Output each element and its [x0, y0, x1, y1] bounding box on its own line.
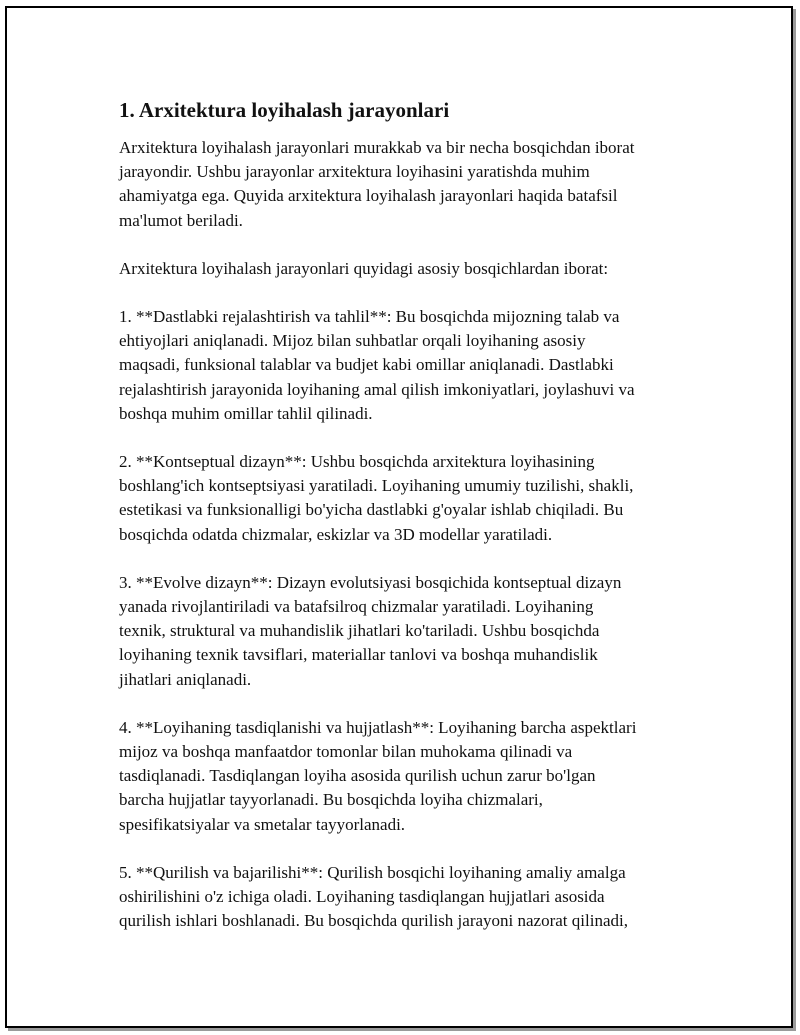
paragraph-intro: Arxitektura loyihalash jarayonlari murakkab va bir necha bosqichdan iborat jarayondir. Ushbu jarayonlar arxitektura loyihasini yaratishda muhim ahamiyatga ega. Quyida arxitektura loyihalash jarayonlari haqida batafsil ma'lumot beriladi.	[119, 138, 635, 230]
paragraph-stage-4: 4. **Loyihaning tasdiqlanishi va hujjatlash**: Loyihaning barcha aspektlari mijoz va boshqa manfaatdor tomonlar bilan muhokama qilinadi va tasdiqlanadi. Tasdiqlangan loyiha asosida qurilish uchun zarur bo'lgan barcha hujjatlar tayyorlanadi. Bu bosqichda loyiha chizmalari, spesifikatsiyalar va smetalar tayyorlanadi.	[119, 717, 637, 834]
document-content	[119, 96, 699, 957]
paragraph-stages-lead: Arxitektura loyihalash jarayonlari quyidagi asosiy bosqichlardan iborat:	[119, 258, 609, 278]
document-title: 1. Arxitektura loyihalash jarayonlari	[119, 98, 450, 122]
paragraph-stage-5: 5. **Qurilish va bajarilishi**: Qurilish bosqichi loyihaning amaliy amalga oshirilishini o'z ichiga oladi. Loyihaning tasdiqlangan hujjatlari asosida qurilish ishlari boshlanadi. Bu bosqichda qurilish jarayoni nazorat qilinadi,	[119, 862, 628, 931]
paragraph-stage-3: 3. **Evolve dizayn**: Dizayn evolutsiyasi bosqichida kontseptual dizayn yanada rivojlantiriladi va batafsilroq chizmalar yaratiladi. Loyihaning texnik, struktural va muhandislik jihatlari ko'tariladi. Ushbu bosqichda loyihaning texnik tavsiflari, materiallar tanlovi va boshqa muhandislik jihatlari aniqlanadi.	[119, 572, 622, 689]
paragraph-stage-2: 2. **Kontseptual dizayn**: Ushbu bosqichda arxitektura loyihasining boshlang'ich kontseptsiyasi yaratiladi. Loyihaning umumiy tuzilishi, shakli, estetikasi va funksionalligi bo'yicha dastlabki g'oyalar ishlab chiqiladi. Bu bosqichda odatda chizmalar, eskizlar va 3D modellar yaratiladi.	[119, 452, 634, 544]
paragraph-stage-1: 1. **Dastlabki rejalashtirish va tahlil**: Bu bosqichda mijozning talab va ehtiyojlari aniqlanadi. Mijoz bilan suhbatlar orqali loyihaning asosiy maqsadi, funksional talablar va budjet kabi omillar aniqlanadi. Dastlabki rejalashtirish jarayonida loyihaning amal qilish imkoniyatlari, joylashuvi va boshqa muhim omillar tahlil qilinadi.	[119, 307, 635, 423]
document-page	[5, 6, 793, 1028]
